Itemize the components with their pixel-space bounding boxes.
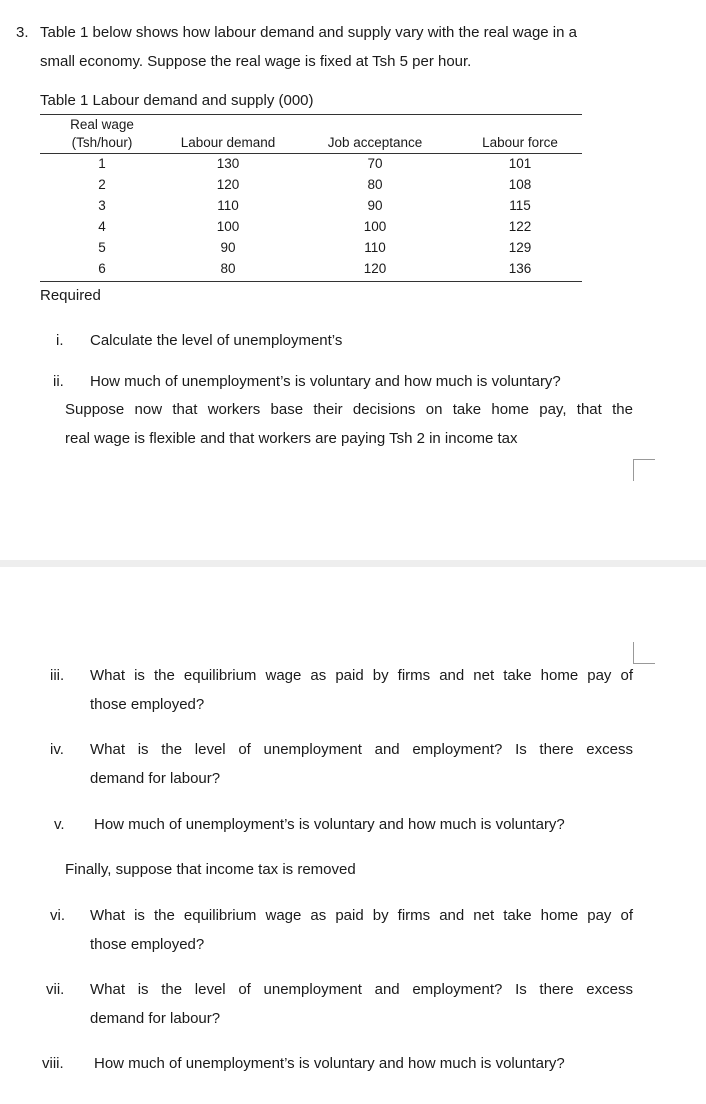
- item-iv-line1: What is the level of unemployment and employment? Is there excess: [90, 741, 633, 758]
- cell-labour-demand: 110: [217, 198, 239, 213]
- cell-job-acceptance: 100: [363, 219, 387, 234]
- cell-labour-demand: 130: [216, 156, 240, 171]
- cell-job-acceptance: 90: [367, 198, 383, 213]
- page-separator: [0, 560, 706, 567]
- cell-real-wage: 1: [98, 156, 106, 171]
- item-iv-line2: demand for labour?: [90, 770, 221, 787]
- cell-labour-demand: 90: [220, 240, 236, 255]
- cell-labour-force: 115: [509, 198, 531, 213]
- item-vii-line1: What is the level of unemployment and employment? Is there excess: [90, 981, 633, 998]
- question-number: 3.: [16, 24, 29, 41]
- item-i-text: Calculate the level of unemployment’s: [90, 332, 343, 349]
- cell-labour-demand: 80: [220, 261, 236, 276]
- cell-job-acceptance: 120: [363, 261, 387, 276]
- cell-labour-force: 122: [508, 219, 532, 234]
- cell-job-acceptance: 70: [367, 156, 383, 171]
- item-vii-line2: demand for labour?: [90, 1010, 221, 1027]
- item-vii-number: vii.: [46, 981, 65, 998]
- cell-job-acceptance: 110: [364, 240, 386, 255]
- labour-table: [40, 114, 582, 282]
- required-label: Required: [40, 287, 101, 304]
- item-viii-text: How much of unemployment’s is voluntary and how much is voluntary?: [94, 1055, 565, 1072]
- item-i-number: i.: [56, 332, 64, 349]
- header-rule: [40, 153, 582, 154]
- header-job-acceptance: Job acceptance: [327, 135, 423, 150]
- item-vi-line2: those employed?: [90, 936, 205, 953]
- cell-real-wage: 6: [98, 261, 106, 276]
- item-iv-number: iv.: [50, 741, 64, 758]
- cell-labour-demand: 120: [216, 177, 240, 192]
- header-real-wage-line1: Real wage: [70, 117, 134, 132]
- paragraph-tax-line1: Suppose now that workers base their decisions on take home pay, that the: [65, 401, 633, 418]
- question-intro-line2: small economy. Suppose the real wage is fixed at Tsh 5 per hour.: [40, 53, 472, 70]
- header-labour-demand: Labour demand: [180, 135, 276, 150]
- paragraph-tax-line2: real wage is flexible and that workers are paying Tsh 2 in income tax: [65, 430, 518, 447]
- item-ii-text: How much of unemployment’s is voluntary and how much is voluntary?: [90, 373, 561, 390]
- question-intro-line1: Table 1 below shows how labour demand and supply vary with the real wage in a: [40, 24, 577, 41]
- cell-labour-force: 108: [508, 177, 532, 192]
- cell-labour-force: 101: [508, 156, 532, 171]
- cell-real-wage: 4: [98, 219, 106, 234]
- table-caption: Table 1 Labour demand and supply (000): [40, 92, 314, 109]
- item-vi-number: vi.: [50, 907, 65, 924]
- item-iii-line2: those employed?: [90, 696, 205, 713]
- item-vi-line1: What is the equilibrium wage as paid by firms and net take home pay of: [90, 907, 633, 924]
- cell-job-acceptance: 80: [367, 177, 383, 192]
- item-iii-number: iii.: [50, 667, 65, 684]
- answer-space-bracket-bottom: [633, 642, 655, 664]
- header-labour-force: Labour force: [482, 135, 558, 150]
- item-v-text: How much of unemployment’s is voluntary and how much is voluntary?: [94, 816, 565, 833]
- cell-labour-force: 136: [508, 261, 532, 276]
- cell-real-wage: 3: [98, 198, 106, 213]
- cell-real-wage: 2: [98, 177, 106, 192]
- answer-space-bracket-top: [633, 459, 655, 481]
- header-real-wage-line2: (Tsh/hour): [71, 135, 133, 150]
- item-viii-number: viii.: [42, 1055, 64, 1072]
- cell-labour-demand: 100: [216, 219, 240, 234]
- item-ii-number: ii.: [53, 373, 64, 390]
- cell-labour-force: 129: [508, 240, 532, 255]
- cell-real-wage: 5: [98, 240, 106, 255]
- item-v-number: v.: [54, 816, 65, 833]
- item-iii-line1: What is the equilibrium wage as paid by firms and net take home pay of: [90, 667, 633, 684]
- paragraph-tax-removed: Finally, suppose that income tax is removed: [65, 861, 356, 878]
